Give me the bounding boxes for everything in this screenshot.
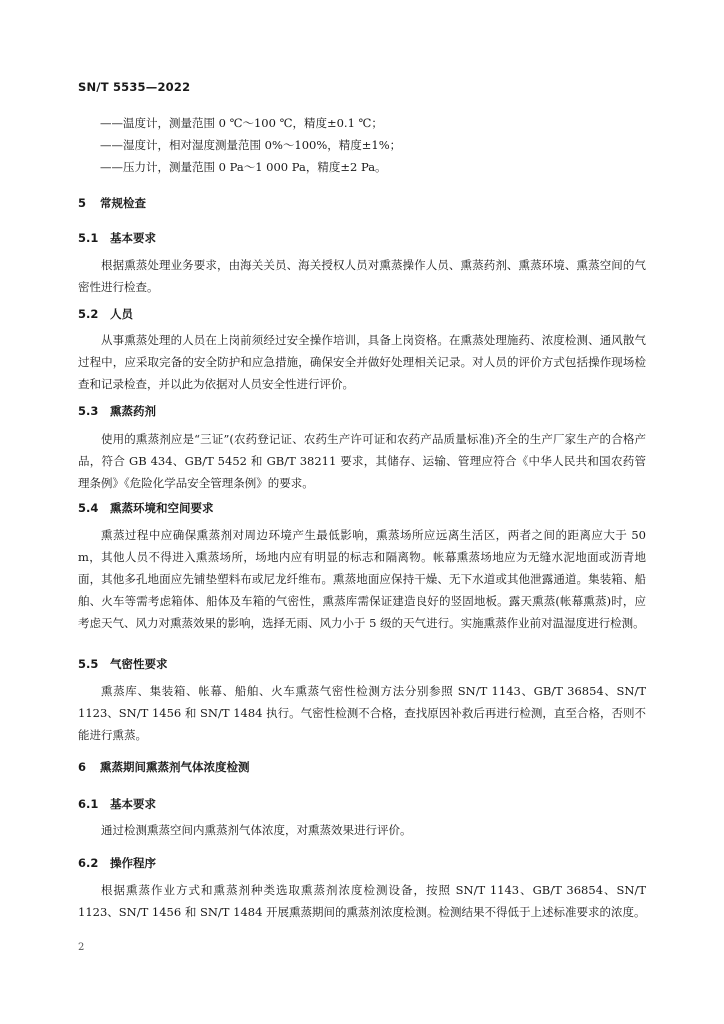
section-title: 基本要求 bbox=[110, 231, 156, 245]
section-title: 人员 bbox=[110, 307, 133, 321]
section-title: 气密性要求 bbox=[110, 657, 168, 671]
section-number: 5.2 bbox=[78, 307, 99, 321]
section-number: 6.1 bbox=[78, 797, 99, 811]
paragraph-5-2: 从事熏蒸处理的人员在上岗前须经过安全操作培训，具备上岗资格。在熏蒸处理施药、浓度检测、通风散气过程中，应采取完备的安全防护和应急措施，确保安全并做好处理相关记录。对人员的评价方式包括操作现场检查和记录检查，并以此为依据对人员安全性进行评价。 bbox=[78, 333, 646, 391]
section-title: 基本要求 bbox=[110, 797, 156, 811]
document-code-header: SN/T 5535—2022 bbox=[78, 80, 191, 94]
section-number: 5.4 bbox=[78, 501, 99, 515]
section-heading-5-2 bbox=[78, 306, 133, 322]
section-number: 5.3 bbox=[78, 404, 99, 418]
section-title: 熏蒸药剂 bbox=[110, 404, 156, 418]
page-number: 2 bbox=[78, 942, 85, 953]
paragraph-5-5: 熏蒸库、集装箱、帐幕、船舶、火车熏蒸气密性检测方法分别参照 SN/T 1143、GB/T 36854、SN/T 1123、SN/T 1456 和 SN/T 1484 执行。气密性检测不合格，查找原因补救后再进行检测，直至合格，否则不能进行熏蒸。 bbox=[78, 684, 646, 742]
section-heading-5-4 bbox=[78, 500, 214, 516]
section-heading-6 bbox=[78, 759, 250, 775]
section-title: 操作程序 bbox=[110, 856, 156, 870]
section-heading-5-3 bbox=[78, 403, 156, 419]
section-number: 5.1 bbox=[78, 231, 99, 245]
section-heading-5 bbox=[78, 195, 146, 211]
section-title: 熏蒸期间熏蒸剂气体浓度检测 bbox=[100, 760, 250, 774]
section-number: 5.5 bbox=[78, 657, 99, 671]
section-number: 6 bbox=[78, 760, 87, 774]
section-title: 常规检查 bbox=[100, 196, 146, 210]
section-title: 熏蒸环境和空间要求 bbox=[110, 501, 214, 515]
section-heading-5-1 bbox=[78, 230, 156, 246]
paragraph-5-1: 根据熏蒸处理业务要求，由海关关员、海关授权人员对熏蒸操作人员、熏蒸药剂、熏蒸环境、熏蒸空间的气密性进行检查。 bbox=[78, 258, 646, 294]
paragraph-6-2: 根据熏蒸作业方式和熏蒸剂种类选取熏蒸剂浓度检测设备，按照 SN/T 1143、GB/T 36854、SN/T 1123、SN/T 1456 和 SN/T 1484 开展熏蒸期间的熏蒸剂浓度检测。检测结果不得低于上述标准要求的浓度。 bbox=[78, 883, 646, 919]
paragraph-5-4: 熏蒸过程中应确保熏蒸剂对周边环境产生最低影响，熏蒸场所应远离生活区，两者之间的距离应大于 50 m，其他人员不得进入熏蒸场所，场地内应有明显的标志和隔离物。帐幕熏蒸场地应为无缝水泥地面或沥青地面，其他多孔地面应先铺垫塑料布或尼龙纤维布。熏蒸地面应保持干燥、无下水道或其他泄露通道。集装箱、船舶、火车等需考虑箱体、船体及车箱的气密性，熏蒸库需保证建造良好的竖固地板。露天熏蒸(帐幕熏蒸)时，应考虑天气、风力对熏蒸效果的影响，选择无雨、风力小于 5 级的天气进行。实施熏蒸作业前对温湿度进行检测。 bbox=[78, 528, 646, 630]
section-number: 6.2 bbox=[78, 856, 99, 870]
section-heading-5-5 bbox=[78, 656, 168, 672]
section-number: 5 bbox=[78, 196, 87, 210]
section-heading-6-1 bbox=[78, 796, 156, 812]
instrument-item-manometer: ——压力计，测量范围 0 Pa～1 000 Pa，精度±2 Pa。 bbox=[100, 160, 387, 174]
section-heading-6-2 bbox=[78, 855, 156, 871]
instrument-item-thermometer: ——温度计，测量范围 0 ℃～100 ℃，精度±0.1 ℃； bbox=[100, 116, 383, 130]
paragraph-5-3: 使用的熏蒸剂应是“三证”(农药登记证、农药生产许可证和农药产品质量标准)齐全的生产厂家生产的合格产品，符合 GB 434、GB/T 5452 和 GB/T 38211 要求，其储存、运输、管理应符合《中华人民共和国农药管理条例》《危险化学品安全管理条例》的要求。 bbox=[78, 432, 646, 490]
instrument-item-hygrometer: ——湿度计，相对湿度测量范围 0%～100%，精度±1%； bbox=[100, 138, 402, 152]
paragraph-6-1: 通过检测熏蒸空间内熏蒸剂气体浓度，对熏蒸效果进行评价。 bbox=[101, 823, 412, 837]
